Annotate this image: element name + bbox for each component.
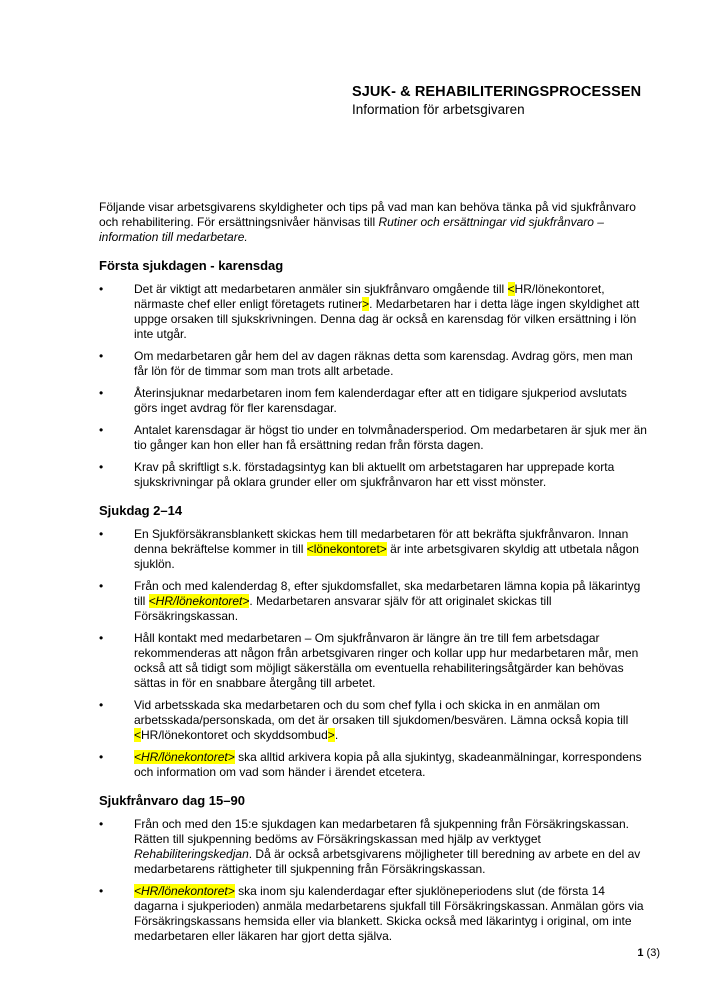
text-segment: < [507, 282, 515, 296]
bullet-text [134, 884, 650, 944]
bullet-item [99, 884, 650, 944]
bullet-marker: • [99, 460, 104, 474]
text-segment: Det är viktigt att medarbetaren anmäler sin sjukfrånvaro omgående till [134, 282, 508, 296]
bullet-marker: • [99, 527, 104, 541]
bullet-marker: • [99, 817, 104, 831]
bullet-text [134, 527, 650, 572]
bullet-marker: • [99, 884, 104, 898]
bullet-text [134, 698, 650, 743]
document-body [99, 200, 650, 951]
text-segment: ska alltid arkivera kopia på alla sjukintyg, skadeanmälningar, korrespondens och information om vad som händer i ärendet etcetera. [134, 750, 642, 779]
bullet-marker: • [99, 698, 104, 712]
page-title: SJUK- & REHABILITERINGSPROCESSEN [352, 84, 642, 100]
text-segment: Följande visar arbetsgivarens skyldigheter och tips på vad man kan behöva tänka på vid sjukfrånvaro och rehabilitering. För ersättningsnivåer hänvisas till [99, 200, 636, 229]
bullet-item [99, 386, 650, 416]
text-segment: HR/lönekontoret och skyddsombud [141, 728, 328, 742]
bullet-item [99, 817, 650, 877]
text-segment: . Medarbetaren har i detta läge ingen skyldighet att uppge orsaken till sjukskrivningen. Denna dag är också en karensdag för vilken ersättning i lön inte utgår. [134, 297, 640, 341]
bullet-text [134, 631, 650, 691]
bullet-item [99, 631, 650, 691]
bullet-text [134, 817, 650, 877]
bullet-item [99, 423, 650, 453]
text-segment: Från och med den 15:e sjukdagen kan medarbetaren få sjukpenning från Försäkringskassan. Rätten till sjukpenning bedöms av Försäkringskassan med hjälp av verktyget [134, 817, 629, 846]
text-segment: . Då är också arbetsgivarens möjligheter till beredning av arbete en del av medarbetarens rättigheter till sjukpenning från Försäkringskassan. [134, 847, 641, 876]
text-segment: <HR/lönekontoret> [134, 884, 235, 898]
bullet-item [99, 460, 650, 490]
bullet-item [99, 750, 650, 780]
text-segment: HR/lönekontoret, närmaste chef eller enligt företagets rutiner [134, 282, 605, 311]
text-segment: < [134, 728, 142, 742]
section-heading: Sjukdag 2–14 [99, 503, 183, 518]
bullet-marker: • [99, 349, 104, 363]
bullet-list [99, 527, 650, 780]
bullet-marker: • [99, 423, 104, 437]
page-number-total: (3) [643, 947, 660, 959]
text-segment: . [334, 728, 339, 742]
bullet-text [134, 460, 650, 490]
bullet-text [134, 386, 650, 416]
page-number-current: 1 [637, 947, 644, 959]
text-segment: Håll kontakt med medarbetaren – Om sjukfrånvaron är längre än tre till fem arbetsdagar rekommenderas att någon från arbetsgivaren ringer och kollar upp hur medarbetaren mår, men också att så tidigt som möjligt säkerställa om eventuella rehabiliteringsåtgärder kan behövas sättas in för en snabbare återgång till arbetet. [134, 631, 639, 690]
bullet-text [134, 579, 650, 624]
text-segment: <HR/lönekontoret> [148, 594, 250, 608]
bullet-item [99, 349, 650, 379]
bullet-marker: • [99, 579, 104, 593]
text-segment: Krav på skriftligt s.k. förstadagsintyg kan bli aktuellt om arbetstagaren har upprepade korta sjukskrivningar på oklara grunder eller om sjukfrånvaron har ett visst mönster. [134, 460, 615, 489]
text-segment: . Medarbetaren ansvarar själv för att originalet skickas till Försäkringskassan. [134, 594, 552, 623]
bullet-item [99, 579, 650, 624]
bullet-text [134, 750, 650, 780]
text-segment: Antalet karensdagar är högst tio under en tolvmånadersperiod. Om medarbetaren är sjuk mer än tio gånger kan hon eller han få ersättning redan från första dagen. [134, 423, 647, 452]
text-segment: Från och med kalenderdag 8, efter sjukdomsfallet, ska medarbetaren lämna kopia på läkarintyg till [134, 579, 641, 608]
text-segment: <HR/lönekontoret> [134, 750, 235, 764]
section-heading: Första sjukdagen - karensdag [99, 258, 284, 273]
bullet-item [99, 282, 650, 342]
text-segment: > [362, 297, 370, 311]
text-segment: Vid arbetsskada ska medarbetaren och du som chef fylla i och skicka in en anmälan om arbetsskada/personskada, om det är orsaken till sjukdomen/besvären. Lämna också kopia till [134, 698, 629, 727]
bullet-text [134, 423, 650, 453]
bullet-item [99, 527, 650, 572]
bullet-marker: • [99, 631, 104, 645]
text-segment: är inte arbetsgivaren skyldig att utbetala någon sjuklön. [134, 542, 639, 571]
document-header [352, 84, 662, 118]
text-segment: Rehabiliteringskedjan [134, 847, 249, 861]
text-segment: Återinsjuknar medarbetaren inom fem kalenderdagar efter att en tidigare sjukperiod avslutats görs inget avdrag för fler karensdagar. [134, 386, 627, 415]
bullet-item [99, 698, 650, 743]
page-number [637, 946, 660, 960]
text-segment: > [327, 728, 335, 742]
bullet-text [134, 282, 650, 342]
text-segment: Om medarbetaren går hem del av dagen räknas detta som karensdag. Avdrag görs, men man får lön för de timmar som man trots allt arbetade. [134, 349, 633, 378]
bullet-list [99, 282, 650, 490]
bullet-marker: • [99, 282, 104, 296]
page-subtitle: Information för arbetsgivaren [352, 102, 525, 117]
bullet-marker: • [99, 750, 104, 764]
section-heading: Sjukfrånvaro dag 15–90 [99, 793, 245, 808]
text-segment: En Sjukförsäkransblankett skickas hem till medarbetaren för att bekräfta sjukfrånvaron. Innan denna bekräftelse kommer in till [134, 527, 629, 556]
text-segment: Rutiner och ersättningar vid sjukfrånvaro – information till medarbetare. [99, 215, 604, 244]
text-segment: <lönekontoret> [306, 542, 387, 556]
bullet-text [134, 349, 650, 379]
intro-paragraph [99, 200, 650, 245]
bullet-list [99, 817, 650, 944]
text-segment: ska inom sju kalenderdagar efter sjuklöneperiodens slut (de första 14 dagarna i sjukperioden) anmäla medarbetarens sjukfall till Försäkringskassan. Anmälan görs via Försäkringskassans hemsida eller via blankett. Skicka också med läkarintyg i original, om inte medarbetaren eller läkaren har gjort detta själva. [134, 884, 644, 943]
bullet-marker: • [99, 386, 104, 400]
